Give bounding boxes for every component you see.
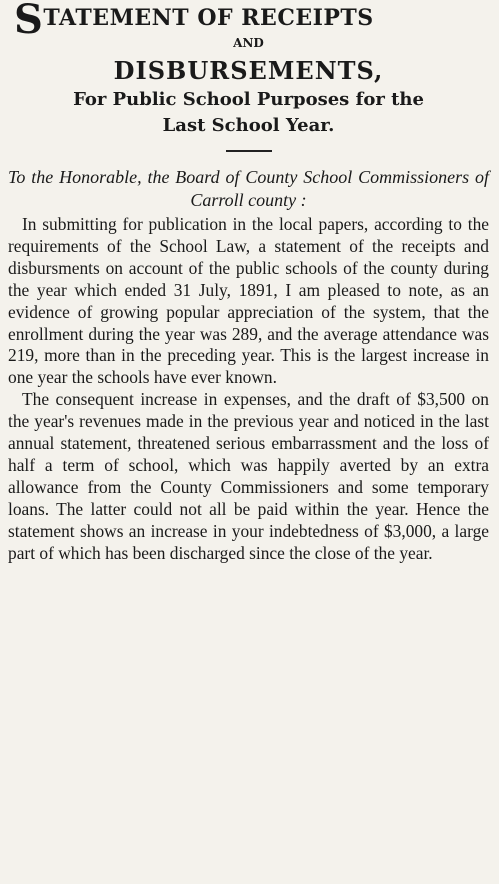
paragraph-1: In submitting for publication in the local papers, according to the requirements of the School Law, a statement of the receipts and disbursments on account of the public schools of the county during the year which ended 31 July, 1891, I am pleased to note, as an evidence of growing popular appreciation of the system, that the enrollment during the year was 289, and the average attendance was 219, more than in the preceding year. This is the largest increase in one year the schools have ever known.: [8, 214, 489, 388]
headline-line-4: Last School Year.: [162, 115, 335, 136]
headline-line-3: For Public School Purposes for the: [73, 89, 424, 110]
headline-and: AND: [233, 36, 264, 50]
headline: [8, 0, 489, 138]
headline-line-2: DISBURSEMENTS,: [113, 56, 384, 85]
paragraph-2: The consequent increase in expenses, and the draft of $3,500 on the year's revenues made in the previous year and noticed in the last annual statement, threatened serious embarrassment and the loss of half a term of school, which was happily averted by an extra allowance from the County Commissioners and some temporary loans. The latter could not all be paid within the year. Hence the statement shows an increase in your indebtedness of $3,000, a large part of which has been discharged since the close of the year.: [8, 389, 489, 563]
headline-line-1-text: TATEMENT OF RECEIPTS: [43, 5, 374, 31]
salutation: To the Honorable, the Board of County School Commissioners of Carroll county :: [8, 167, 489, 210]
divider-rule: [226, 150, 272, 152]
drop-initial: S: [14, 0, 44, 43]
